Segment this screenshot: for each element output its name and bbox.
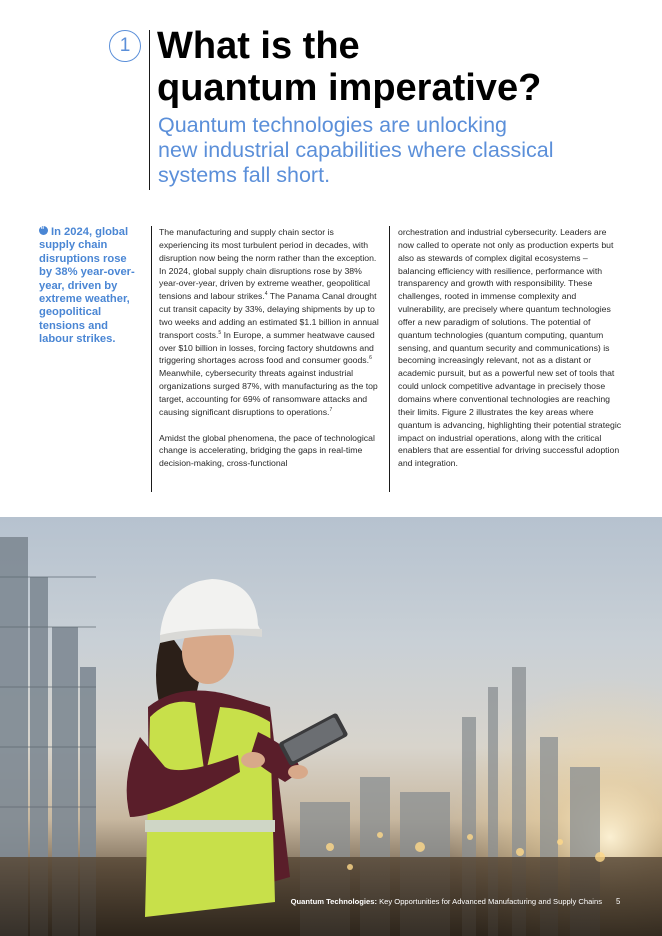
footnote-ref: 4	[264, 291, 268, 298]
subtitle-line-1: Quantum technologies are unlocking	[158, 113, 507, 137]
hero-photo	[0, 517, 662, 936]
body-text: The manufacturing and supply chain sector is experiencing its most turbulent period in decades, with disruption now being the norm rather than the exception. In 2024, global supply chain disruptions rose by 38% year-over-year, driven by extreme weather, geopolitical tensions and labour strikes.	[159, 227, 377, 302]
page-number: 5	[616, 897, 621, 906]
column-divider-middle	[389, 226, 390, 492]
footnote-ref: 5	[218, 329, 222, 336]
title-divider	[149, 30, 150, 190]
engineer-at-refinery-illustration	[0, 517, 662, 936]
chapter-number-badge: 1	[109, 30, 141, 62]
pull-quote-text: In 2024, global supply chain disruptions rose by 38% year-over-year, driven by extreme weather, geopolitical tensions and labour strikes.	[39, 226, 135, 346]
body-paragraph-1	[159, 226, 383, 419]
title-line-2: quantum imperative?	[157, 67, 542, 109]
page-footer	[0, 897, 662, 909]
body-column-1	[159, 226, 383, 483]
subtitle-line-2: new industrial capabilities where classical	[158, 138, 554, 162]
footnote-ref: 6	[369, 355, 372, 362]
column-divider-left	[151, 226, 152, 492]
subtitle-line-3: systems fall short.	[158, 163, 331, 187]
body-column-2	[398, 226, 623, 483]
title-line-1: What is the	[157, 25, 360, 67]
body-paragraph-2: Amidst the global phenomena, the pace of technological change is accelerating, bridging the gaps in real-time decision-making, cross-functional	[159, 432, 375, 469]
quote-icon	[39, 226, 48, 235]
footer-document-title	[291, 897, 602, 906]
body-text: In Europe, a summer heatwave caused over $10 billion in losses, forcing factory shutdowns and triggering shortages across food and consumer goods.	[159, 329, 375, 366]
page-title	[157, 25, 637, 109]
body-text: Meanwhile, cybersecurity threats against industrial organizations surged 87%, with manufacturing as the top target, accounting for 69% of ransomware attacks and causing significant disruptions to operations.	[159, 368, 378, 417]
body-paragraph-2-continued: orchestration and industrial cybersecurity. Leaders are now called to operate not only as production experts but also as stewards of complex digital ecosystems – balancing efficiency with resilience, performance with transparency and growth with responsibility. These challenges, rooted in immense complexity and vulnerability, are precisely where quantum technologies offer a new paradigm of solutions. The potential of quantum technologies (quantum computing, quantum sensing, and quantum security and communications) is becoming increasingly relevant, not as a distant or academic pursuit, but as a powerful new set of tools that could unlock competitive advantage in precisely those domains where conventional technologies are reaching their limits. Figure 2 illustrates the key areas where quantum is advancing, highlighting their potential strategic impact on industrial operations, along with the critical enablers that are essential for driving successful adoption and integration.	[398, 227, 622, 469]
body-text: The Panama Canal drought cut transit capacity by 33%, delaying shipments by up to two weeks and adding an estimated $1.1 billion in annual transport costs.	[159, 291, 379, 340]
footnote-ref: 7	[329, 406, 333, 413]
pull-quote	[39, 226, 139, 347]
footer-title-bold: Quantum Technologies:	[290, 897, 377, 906]
page-subtitle	[158, 113, 598, 188]
footer-title-rest: Key Opportunities for Advanced Manufacturing and Supply Chains	[377, 897, 602, 906]
